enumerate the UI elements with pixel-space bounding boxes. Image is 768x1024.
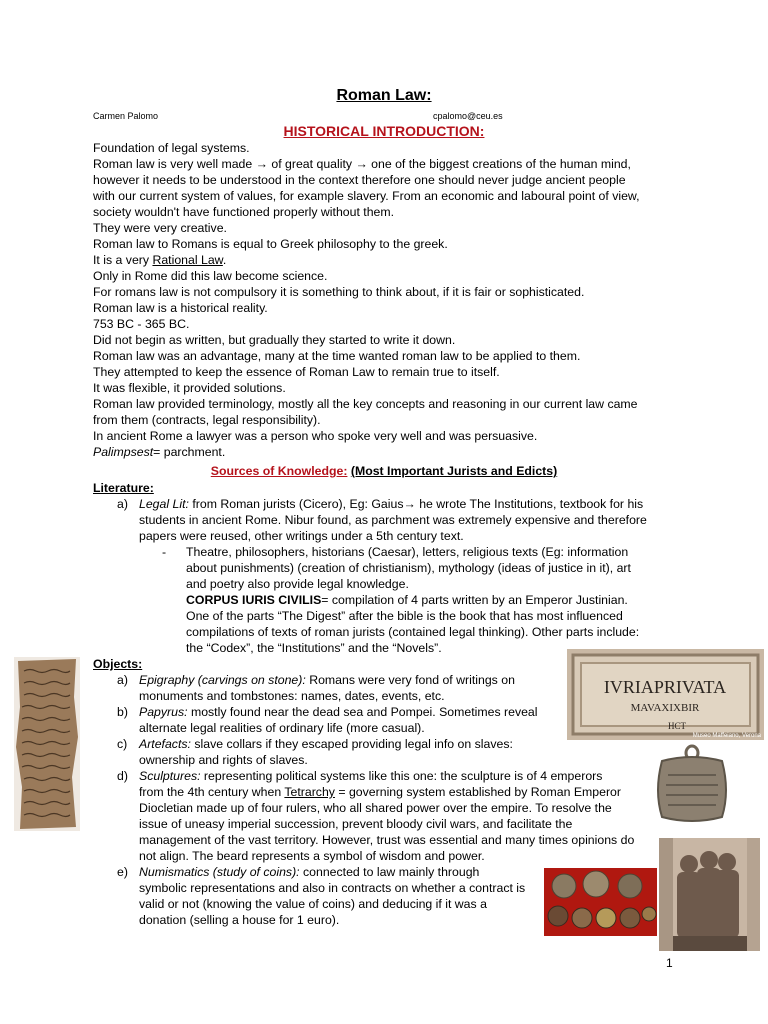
obj-e-line xyxy=(139,864,479,880)
intro-line: with our current system of values, for example slavery. From an economic and laboural point of view, xyxy=(93,189,640,203)
obj-d-line xyxy=(139,768,602,784)
papyrus-drawing xyxy=(14,657,80,831)
objects-heading: Objects: xyxy=(93,657,143,671)
intro-line: however it needs to be understood in the context therefore one should never judge ancient people xyxy=(93,173,626,187)
list-marker: c) xyxy=(117,737,128,751)
palimpsest-term: Palimpsest xyxy=(93,445,154,459)
intro-line: from them (contracts, legal responsibility). xyxy=(93,413,321,427)
collar-drawing xyxy=(652,743,732,826)
lit-a-line: papers were reused, other writings under a 5th century text. xyxy=(139,529,464,543)
intro-line: For romans law is not compulsory it is something to think about, if it is fair or sophisticated. xyxy=(93,285,585,299)
list-marker: b) xyxy=(117,705,128,719)
palimpsest-line xyxy=(93,444,225,460)
intro-line: Only in Rome did this law become science. xyxy=(93,269,328,283)
intro-line: Foundation of legal systems. xyxy=(93,141,250,155)
obj-c-line: ownership and rights of slaves. xyxy=(139,753,308,767)
intro-line: They attempted to keep the essence of Roman Law to remain true to itself. xyxy=(93,365,500,379)
intro-line: Roman law provided terminology, mostly all the key concepts and reasoning in our current law came xyxy=(93,397,638,411)
obj-d-text: representing political systems like this one: the sculpture is of 4 emperors xyxy=(200,769,603,783)
obj-e-term: Numismatics (study of coins): xyxy=(139,865,300,879)
dash-line: Theatre, philosophers, historians (Caesar), letters, religious texts (Eg: information xyxy=(186,545,629,559)
coins-image xyxy=(544,868,657,936)
inscription-line-2: MAVAXIXBIR xyxy=(630,702,700,714)
intro-line: They were very creative. xyxy=(93,221,227,235)
lit-a-line: students in ancient Rome. Nibur found, as parchment was extremely expensive and therefore xyxy=(139,513,647,527)
obj-e-line: valid or not (knowing the value of coins) and deducing if it was a xyxy=(139,897,487,911)
obj-d-term: Sculptures: xyxy=(139,769,201,783)
author-name: Carmen Palomo xyxy=(93,111,159,121)
inscription-line-3: HCT xyxy=(668,721,686,731)
obj-d-pre: from the 4th century when xyxy=(139,785,285,799)
obj-d-line: management of the vast territory. However, trust was essential and many times opinions do xyxy=(139,833,635,847)
obj-d-line: not align. The beard represents a symbol of wisdom and power. xyxy=(139,849,485,863)
author-email: cpalomo@ceu.es xyxy=(433,111,503,121)
intro-line: Roman law is a historical reality. xyxy=(93,301,268,315)
obj-b-line: alternate legal realities of ordinary life (more casual). xyxy=(139,721,425,735)
lit-a-text: from Roman jurists (Cicero), Eg: Gaius→ he wrote The Institutions, textbook for his xyxy=(188,497,644,511)
corpus-line xyxy=(186,592,628,608)
corpus-term: CORPUS IURIS CIVILIS xyxy=(186,593,322,607)
dash-line: about punishments) (creation of christianism), mythology (ideas of justice in it), art xyxy=(186,561,631,575)
dash-marker: - xyxy=(162,545,167,559)
statue-drawing xyxy=(659,838,760,951)
obj-d-post: = governing system established by Roman Emperor xyxy=(334,785,621,799)
palimpsest-def: = parchment. xyxy=(153,445,226,459)
obj-e-text: connected to law mainly through xyxy=(299,865,480,879)
obj-c-term: Artefacts: xyxy=(139,737,191,751)
obj-e-line: donation (selling a house for 1 euro). xyxy=(139,913,340,927)
lit-a-term: Legal Lit: xyxy=(139,497,189,511)
intro-line: Did not begin as written, but gradually they started to write it down. xyxy=(93,333,456,347)
list-marker: a) xyxy=(117,497,128,511)
section-heading-historical: HISTORICAL INTRODUCTION: xyxy=(283,123,485,139)
page-title: Roman Law: xyxy=(336,87,432,104)
rational-post: . xyxy=(222,253,227,267)
coins-drawing xyxy=(544,868,657,936)
literature-heading: Literature: xyxy=(93,481,154,495)
obj-d-line: Diocletian made up of four rulers, who all shared power over the empire. To resolve the xyxy=(139,801,612,815)
page-number: 1 xyxy=(666,956,673,970)
intro-line: society wouldn't have functioned properly without them. xyxy=(93,205,395,219)
corpus-text: = compilation of 4 parts written by an Emperor Justinian. xyxy=(321,593,628,607)
tetrarchy-term: Tetrarchy xyxy=(284,785,335,799)
intro-line: It was flexible, it provided solutions. xyxy=(93,381,286,395)
sources-heading-sub: (Most Important Jurists and Edicts) xyxy=(350,464,558,478)
inscription-caption: Museo Maffeiano, Verona xyxy=(692,733,761,739)
obj-b-term: Papyrus: xyxy=(139,705,188,719)
collar-image xyxy=(652,743,732,826)
list-marker: d) xyxy=(117,769,128,783)
tetrarchs-statue-image xyxy=(659,838,760,951)
obj-e-line: symbolic representations and also in contracts on whether a contract is xyxy=(139,881,526,895)
inscription-line-1: IVRIAPRIVATA xyxy=(603,677,727,697)
obj-a-text: Romans were very fond of writings on xyxy=(305,673,515,687)
intro-line: Roman law was an advantage, many at the time wanted roman law to be applied to them. xyxy=(93,349,581,363)
intro-line: 753 BC - 365 BC. xyxy=(93,317,190,331)
corpus-line: compilations of texts of roman jurists (contained legal thinking). Other parts include: xyxy=(186,625,640,639)
obj-c-line xyxy=(139,736,513,752)
obj-d-line: issue of uneasy imperial succession, prevent bloody civil wars, and facilitate the xyxy=(139,817,573,831)
obj-b-text: mostly found near the dead sea and Pompei. Sometimes reveal xyxy=(187,705,538,719)
sources-heading-red: Sources of Knowledge: xyxy=(210,464,348,478)
rational-law-line xyxy=(93,252,226,268)
list-marker: e) xyxy=(117,865,128,879)
obj-b-line xyxy=(139,704,538,720)
papyrus-image xyxy=(14,657,80,831)
rational-law-term: Rational Law xyxy=(152,253,223,267)
list-marker: a) xyxy=(117,673,128,687)
intro-line: In ancient Rome a lawyer was a person who spoke very well and was persuasive. xyxy=(93,429,538,443)
obj-a-line xyxy=(139,672,515,688)
intro-line: Roman law is very well made → of great quality → one of the biggest creations of the human mind, xyxy=(93,157,631,171)
obj-d-line xyxy=(139,784,621,800)
lit-a-line xyxy=(139,496,643,512)
obj-a-term: Epigraphy (carvings on stone): xyxy=(139,673,306,687)
intro-line: Roman law to Romans is equal to Greek philosophy to the greek. xyxy=(93,237,448,251)
inscription-drawing xyxy=(567,649,764,740)
rational-pre: It is a very xyxy=(93,253,153,267)
corpus-line: the “Codex”, the “Institutions” and the “Novels”. xyxy=(186,641,442,655)
sources-heading xyxy=(0,463,768,479)
obj-c-text: slave collars if they escaped providing legal info on slaves: xyxy=(190,737,513,751)
dash-line: and poetry also provide legal knowledge. xyxy=(186,577,409,591)
corpus-line: One of the parts “The Digest” after the bible is the book that has most influenced xyxy=(186,609,623,623)
obj-a-line: monuments and tombstones: names, dates, events, etc. xyxy=(139,689,445,703)
inscription-image xyxy=(567,649,764,740)
